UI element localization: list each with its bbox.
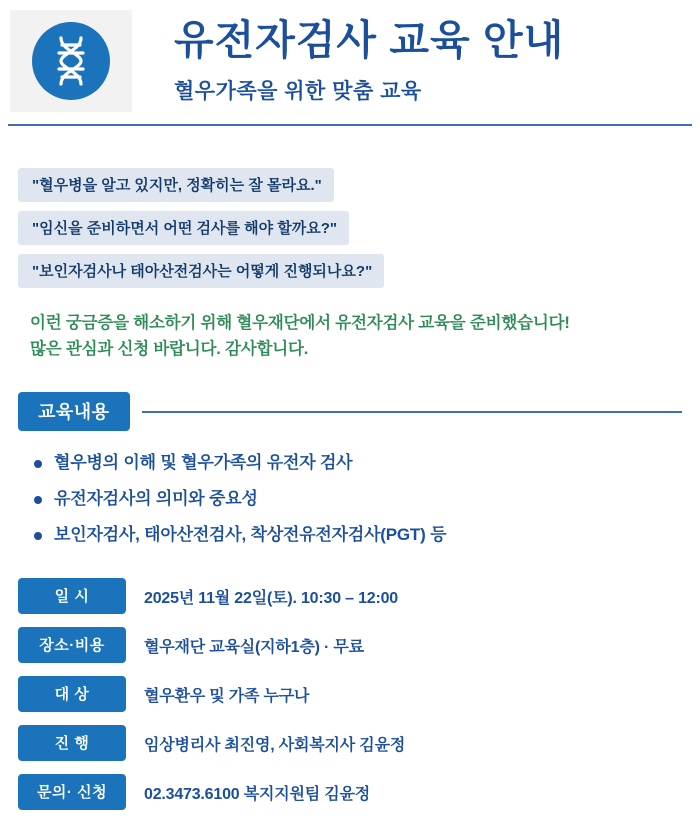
logo-container xyxy=(10,10,132,112)
dna-helix-icon xyxy=(32,22,110,100)
row-label: 진 행 xyxy=(18,725,126,761)
section-heading xyxy=(18,392,682,431)
intro-line-1: 이런 궁금증을 해소하기 위해 혈우재단에서 유전자검사 교육을 준비했습니다! xyxy=(30,314,570,332)
row-value: 임상병리사 최진영, 사회복지사 김윤정 xyxy=(144,736,406,754)
list-item-label: 혈우병의 이해 및 혈우가족의 유전자 검사 xyxy=(54,453,353,472)
list-item xyxy=(34,524,674,546)
row-value: 02.3473.6100 복지지원팀 김윤정 xyxy=(144,785,371,803)
page-title: 유전자검사 교육 안내 xyxy=(174,17,565,64)
quote-item: "임신을 준비하면서 어떤 검사를 해야 할까요?" xyxy=(18,211,349,245)
list-item-label: 유전자검사의 의미와 중요성 xyxy=(54,489,258,509)
curriculum-list xyxy=(34,452,674,560)
quote-item: "보인자검사나 태아산전검사는 어떻게 진행되나요?" xyxy=(18,254,384,288)
bullet-dot-icon xyxy=(34,460,42,468)
details-table xyxy=(18,578,682,823)
intro-line-2: 많은 관심과 신청 바랍니다. 감사합니다. xyxy=(30,339,309,358)
quote-item: "혈우병을 알고 있지만, 정확히는 잘 몰라요." xyxy=(18,168,334,202)
table-row xyxy=(18,627,682,663)
section-tag-label: 교육내용 xyxy=(18,392,130,431)
row-value: 혈우환우 및 가족 누구나 xyxy=(144,687,310,705)
row-value: 2025년 11월 22일(토). 10:30 – 12:00 xyxy=(144,589,398,607)
section-divider xyxy=(142,411,682,413)
row-label: 장소·비용 xyxy=(18,627,126,663)
table-row xyxy=(18,774,682,810)
table-row xyxy=(18,676,682,712)
list-item xyxy=(34,488,674,510)
intro-text xyxy=(30,311,680,362)
row-value: 혈우재단 교육실(지하1층) · 무료 xyxy=(144,638,364,656)
poster-header xyxy=(0,0,700,112)
row-label: 일 시 xyxy=(18,578,126,614)
bullet-dot-icon xyxy=(34,496,42,504)
row-label: 대 상 xyxy=(18,676,126,712)
row-label: 문의· 신청 xyxy=(18,774,126,810)
table-row xyxy=(18,725,682,761)
bullet-dot-icon xyxy=(34,532,42,540)
quote-list xyxy=(18,168,678,297)
list-item-label: 보인자검사, 태아산전검사, 착상전유전자검사(PGT) 등 xyxy=(54,525,447,545)
table-row xyxy=(18,578,682,614)
title-group xyxy=(174,17,564,104)
page-subtitle: 혈우가족을 위한 맞춤 교육 xyxy=(174,79,422,103)
header-divider xyxy=(8,124,692,126)
list-item xyxy=(34,452,674,474)
